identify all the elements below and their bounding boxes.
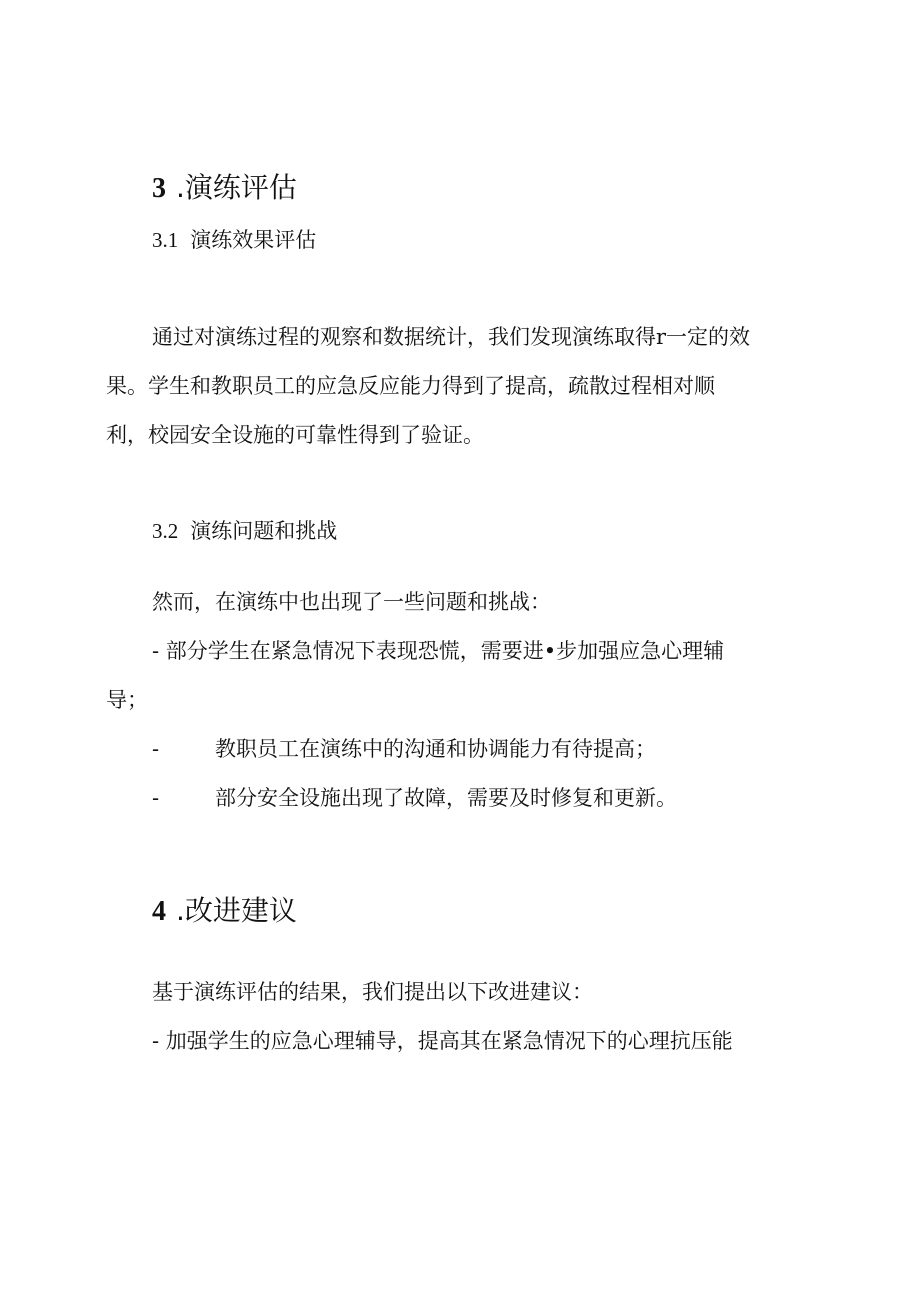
section-4-heading	[152, 893, 297, 930]
list-item-2-dash: -	[152, 737, 160, 761]
section-4-title: .改进建议	[176, 894, 297, 927]
paragraph-3-1-line-3: 利，校园安全设施的可靠性得到了验证。	[106, 423, 484, 447]
list-item-3-text: 部分安全设施出现了故障，需要及时修复和更新。	[215, 786, 677, 810]
subsection-3-2-title: 演练问题和挑战	[190, 519, 338, 543]
subsection-3-1-heading	[152, 225, 316, 255]
paragraph-3-1-line-2: 果。学生和教职员工的应急反应能力得到了提高，疏散过程相对顺	[106, 374, 715, 398]
list-item-2-text: 教职员工在演练中的沟通和协调能力有待提高；	[215, 737, 656, 761]
subsection-3-1-number: 3.1	[152, 228, 179, 252]
paragraph-3-1-line-1: 通过对演练过程的观察和数据统计，我们发现演练取得r一定的效	[152, 325, 751, 349]
paragraph-3-2-intro: 然而，在演练中也出现了一些问题和挑战：	[152, 590, 551, 614]
paragraph-4-intro: 基于演练评估的结果，我们提出以下改进建议：	[152, 980, 593, 1004]
list-item-3-dash: -	[152, 786, 160, 810]
subsection-3-1-title: 演练效果评估	[190, 228, 317, 252]
list-item-1-line-2: 导；	[106, 688, 148, 712]
section-3-title: .演练评估	[176, 171, 297, 204]
list-item-1-line-1: - 部分学生在紧急情况下表现恐慌，需要进•步加强应急心理辅	[152, 639, 725, 663]
subsection-3-2-number: 3.2	[152, 519, 179, 543]
section-4-number: 4	[152, 896, 166, 927]
section-3-number: 3	[152, 173, 166, 204]
section-4-list-item-1-line-1: - 加强学生的应急心理辅导，提高其在紧急情况下的心理抗压能	[152, 1029, 733, 1053]
section-3-heading	[152, 170, 297, 207]
subsection-3-2-heading	[152, 516, 337, 546]
